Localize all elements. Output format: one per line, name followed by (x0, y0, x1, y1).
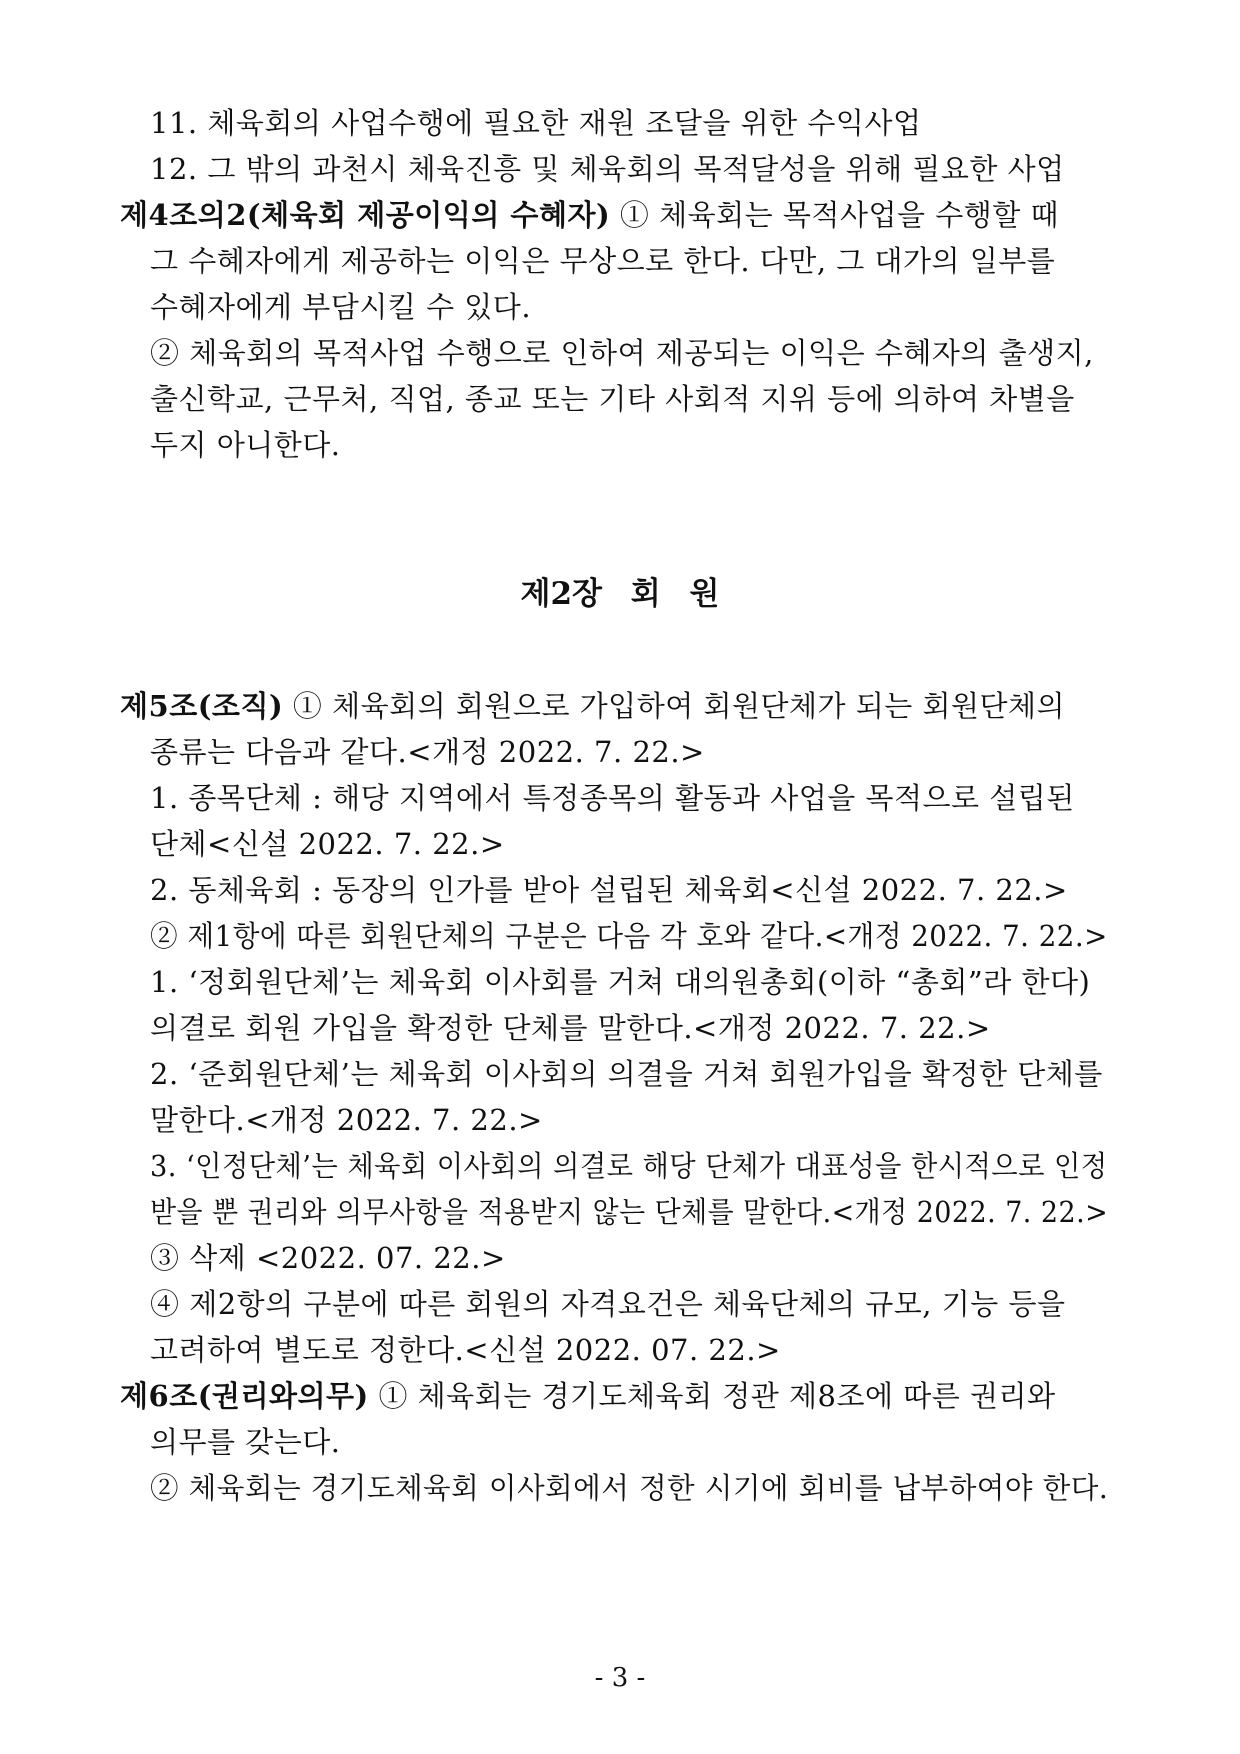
page-number: - 3 - (594, 1663, 646, 1693)
article-5-para-2-item-2-line-1: 2. ‘준회원단체’는 체육회 이사회의 의결을 거쳐 회원가입을 확정한 단체를 (150, 1057, 1103, 1091)
article-5-para-2-item-1-line-1: 1. ‘정회원단체’는 체육회 이사회를 거쳐 대의원총회(이하 “총회”라 한다) (150, 965, 1091, 999)
item-12: 12. 그 밖의 과천시 체육진흥 및 체육회의 목적달성을 위해 필요한 사업 (150, 152, 1065, 186)
article-6-title: 제6조(권리와의무) (120, 1379, 369, 1413)
article-5-item-2: 2. 동체육회 : 동장의 인가를 받아 설립된 체육회<신설 2022. 7. 22.> (150, 873, 1068, 907)
article-5-text: ① 체육회의 회원으로 가입하여 회원단체가 되는 회원단체의 (283, 689, 1066, 723)
article-4-2-title: 제4조의2(체육회 제공이익의 수혜자) (120, 198, 611, 232)
article-6-heading-line (120, 1376, 1056, 1416)
article-5-heading-line (120, 686, 1065, 726)
article-5-para-2-item-3-line-1: 3. ‘인정단체’는 체육회 이사회의 의결로 해당 단체가 대표성을 한시적으로 인정 (150, 1149, 1108, 1183)
article-4-2-para2-line-1: ② 체육회의 목적사업 수행으로 인하여 제공되는 이익은 수혜자의 출생지, (150, 336, 1094, 370)
item-11: 11. 체육회의 사업수행에 필요한 재원 조달을 위한 수익사업 (150, 106, 922, 140)
article-4-2-para2-line-2: 출신학교, 근무처, 직업, 종교 또는 기타 사회적 지위 등에 의하여 차별을 (150, 382, 1075, 416)
article-6-line-2: 의무를 갖는다. (150, 1425, 341, 1459)
article-4-2-line-2: 그 수혜자에게 제공하는 이익은 무상으로 한다. 다만, 그 대가의 일부를 (150, 244, 1056, 278)
article-5-para-2-item-3-line-2: 받을 뿐 권리와 의무사항을 적용받지 않는 단체를 말한다.<개정 2022. 7. 22.> (150, 1195, 1109, 1229)
article-5-para-2: ② 제1항에 따른 회원단체의 구분은 다음 각 호와 같다.<개정 2022. 7. 22.> (150, 919, 1108, 953)
article-5-line-2: 종류는 다음과 같다.<개정 2022. 7. 22.> (150, 735, 705, 769)
article-5-para-2-item-2-line-2: 말한다.<개정 2022. 7. 22.> (150, 1103, 543, 1137)
article-6-text: ① 체육회는 경기도체육회 정관 제8조에 따른 권리와 (368, 1379, 1056, 1413)
article-4-2-para2-line-3: 두지 아니한다. (150, 428, 341, 462)
article-5-para-4-line-2: 고려하여 별도로 정한다.<신설 2022. 07. 22.> (150, 1333, 781, 1367)
article-5-para-4-line-1: ④ 제2항의 구분에 따른 회원의 자격요건은 체육단체의 규모, 기능 등을 (150, 1287, 1066, 1321)
article-5-item-1-line-1: 1. 종목단체 : 해당 지역에서 특정종목의 활동과 사업을 목적으로 설립된 (150, 781, 1075, 815)
article-4-2-text: ① 체육회는 목적사업을 수행할 때 (610, 198, 1059, 232)
chapter-title: 제2장 회 원 (520, 576, 720, 612)
article-5-item-1-line-2: 단체<신설 2022. 7. 22.> (150, 827, 505, 861)
article-5-title: 제5조(조직) (120, 689, 284, 723)
article-4-2-line-3: 수혜자에게 부담시킬 수 있다. (150, 290, 532, 324)
article-6-para-2: ② 체육회는 경기도체육회 이사회에서 정한 시기에 회비를 납부하여야 한다. (150, 1471, 1109, 1505)
article-5-para-2-item-1-line-2: 의결로 회원 가입을 확정한 단체를 말한다.<개정 2022. 7. 22.> (150, 1011, 991, 1045)
article-4-2-heading-line (120, 195, 1059, 235)
article-5-para-3: ③ 삭제 <2022. 07. 22.> (150, 1241, 506, 1275)
